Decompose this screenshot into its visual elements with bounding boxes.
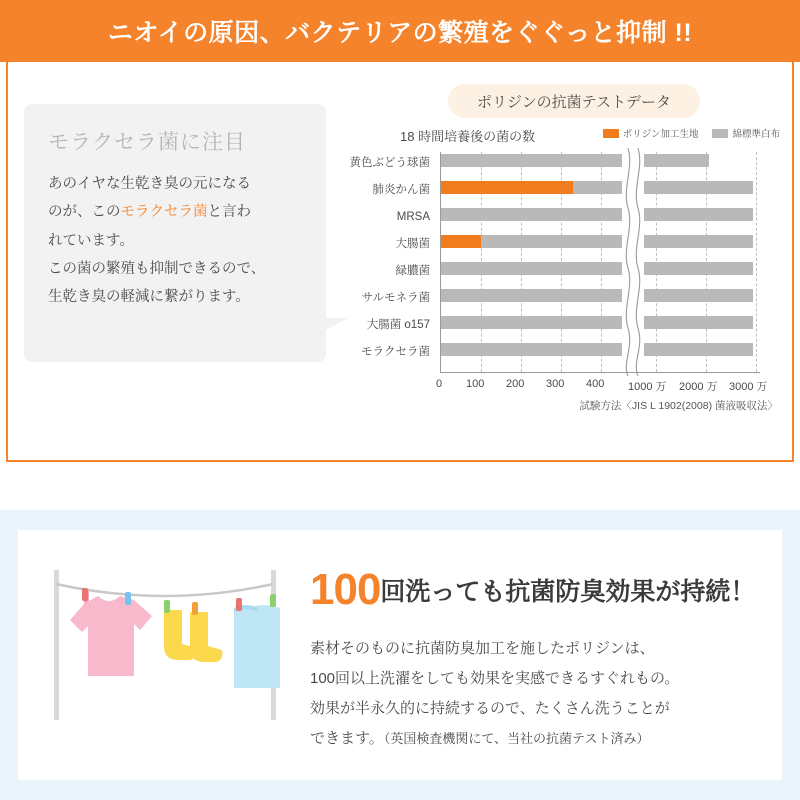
bubble-line-4: この菌の繁殖も抑制できるので、 <box>48 260 266 277</box>
bar-gray-5 <box>441 289 753 302</box>
section-divider <box>0 490 800 510</box>
cat-label-0: 黄色ぶどう球菌 <box>349 157 430 169</box>
bar-gray-3 <box>441 235 753 248</box>
legend-item-polygiene <box>603 126 699 140</box>
bacteria-bar-chart <box>340 126 780 426</box>
headline-text: ニオイの原因、バクテリアの繁殖をぐぐっと抑制 !! <box>107 19 693 47</box>
chart-x-axis <box>440 372 760 373</box>
bottom-body-note: （英国検査機関にて、当社の抗菌テスト済み） <box>383 731 650 746</box>
legend-swatch-orange <box>603 129 619 138</box>
laundry-illustration <box>40 550 290 760</box>
tick-label-4: 400 <box>586 378 605 390</box>
chart-plot <box>340 152 780 393</box>
headline-banner <box>0 0 800 62</box>
cat-label-1: 肺炎かん菌 <box>372 184 430 196</box>
tick-label-5: 1000 万 <box>628 381 667 393</box>
bottom-heading-rest: 回洗っても抗菌防臭効果が持続！ <box>380 578 756 606</box>
bubble-line-1: あのイヤな生乾き臭の元になる <box>48 176 251 192</box>
tick-label-7: 3000 万 <box>729 381 768 393</box>
bubble-line-2c: と言わ <box>207 204 251 221</box>
bottom-body-line-2: 100回以上洗濯をしても効果を実感できるすぐれもの。 <box>310 670 680 687</box>
tick-label-3: 300 <box>546 378 565 390</box>
chart-category-axis <box>340 152 436 372</box>
bottom-body-line-4-text: できます。 <box>310 730 384 747</box>
tick-label-0: 0 <box>436 378 443 390</box>
cat-label-7: モラクセラ菌 <box>361 346 430 358</box>
bottom-section <box>0 510 800 800</box>
bottom-text-block <box>310 565 762 754</box>
bottom-heading-number: 100 <box>310 565 381 614</box>
tick-label-2: 200 <box>506 378 525 390</box>
legend-label-polygiene: ポリジン加工生地 <box>622 129 699 140</box>
chart-badge: ポリジンの抗菌テストデータ <box>448 84 700 118</box>
bar-gray-0 <box>441 154 709 167</box>
bottom-body <box>310 634 762 754</box>
cat-label-6: 大腸菌 o157 <box>366 319 430 331</box>
bubble-title: モラクセラ菌に注目 <box>48 131 246 154</box>
bubble-line-3: れています。 <box>48 232 134 249</box>
bar-gray-7 <box>441 343 753 356</box>
chart-bars <box>440 152 760 372</box>
bubble-line-5: 生乾き臭の軽減に繋がります。 <box>48 289 250 306</box>
bar-orange-1 <box>441 181 573 194</box>
tick-label-6: 2000 万 <box>679 381 718 393</box>
bubble-line-2 <box>48 198 304 226</box>
info-bubble <box>24 104 326 362</box>
bottom-body-line-3: 効果が半永久的に持続するので、たくさん洗うことが <box>310 700 670 717</box>
chart-method-note: 試験方法〈JIS L 1902(2008) 菌液吸収法〉 <box>579 400 778 412</box>
chart-legend <box>603 126 780 140</box>
chart-title: 18 時間培養後の菌の数 <box>400 129 536 144</box>
legend-item-cotton <box>712 126 780 140</box>
bar-gray-4 <box>441 262 753 275</box>
cat-label-3: 大腸菌 <box>395 238 430 250</box>
bubble-highlight: モラクセラ菌 <box>120 204 208 221</box>
bar-gray-2 <box>441 208 753 221</box>
bottom-body-line-1: 素材そのものに抗菌防臭加工を施したポリジンは、 <box>310 640 655 657</box>
bottom-heading <box>310 565 762 614</box>
tick-label-1: 100 <box>466 378 485 390</box>
cat-label-2: MRSA <box>396 211 430 223</box>
bottom-card <box>18 530 782 780</box>
gridline-3000man <box>756 152 757 372</box>
bar-gray-6 <box>441 316 753 329</box>
bottom-body-line-4 <box>310 724 762 754</box>
bubble-body <box>48 170 304 311</box>
legend-swatch-gray <box>712 129 728 138</box>
legend-label-cotton: 綿標準白布 <box>732 129 780 140</box>
bubble-line-2a: のが、この <box>48 204 121 221</box>
cat-label-5: サルモネラ菌 <box>361 292 430 304</box>
bar-orange-3 <box>441 235 481 248</box>
cat-label-4: 緑膿菌 <box>395 265 430 277</box>
